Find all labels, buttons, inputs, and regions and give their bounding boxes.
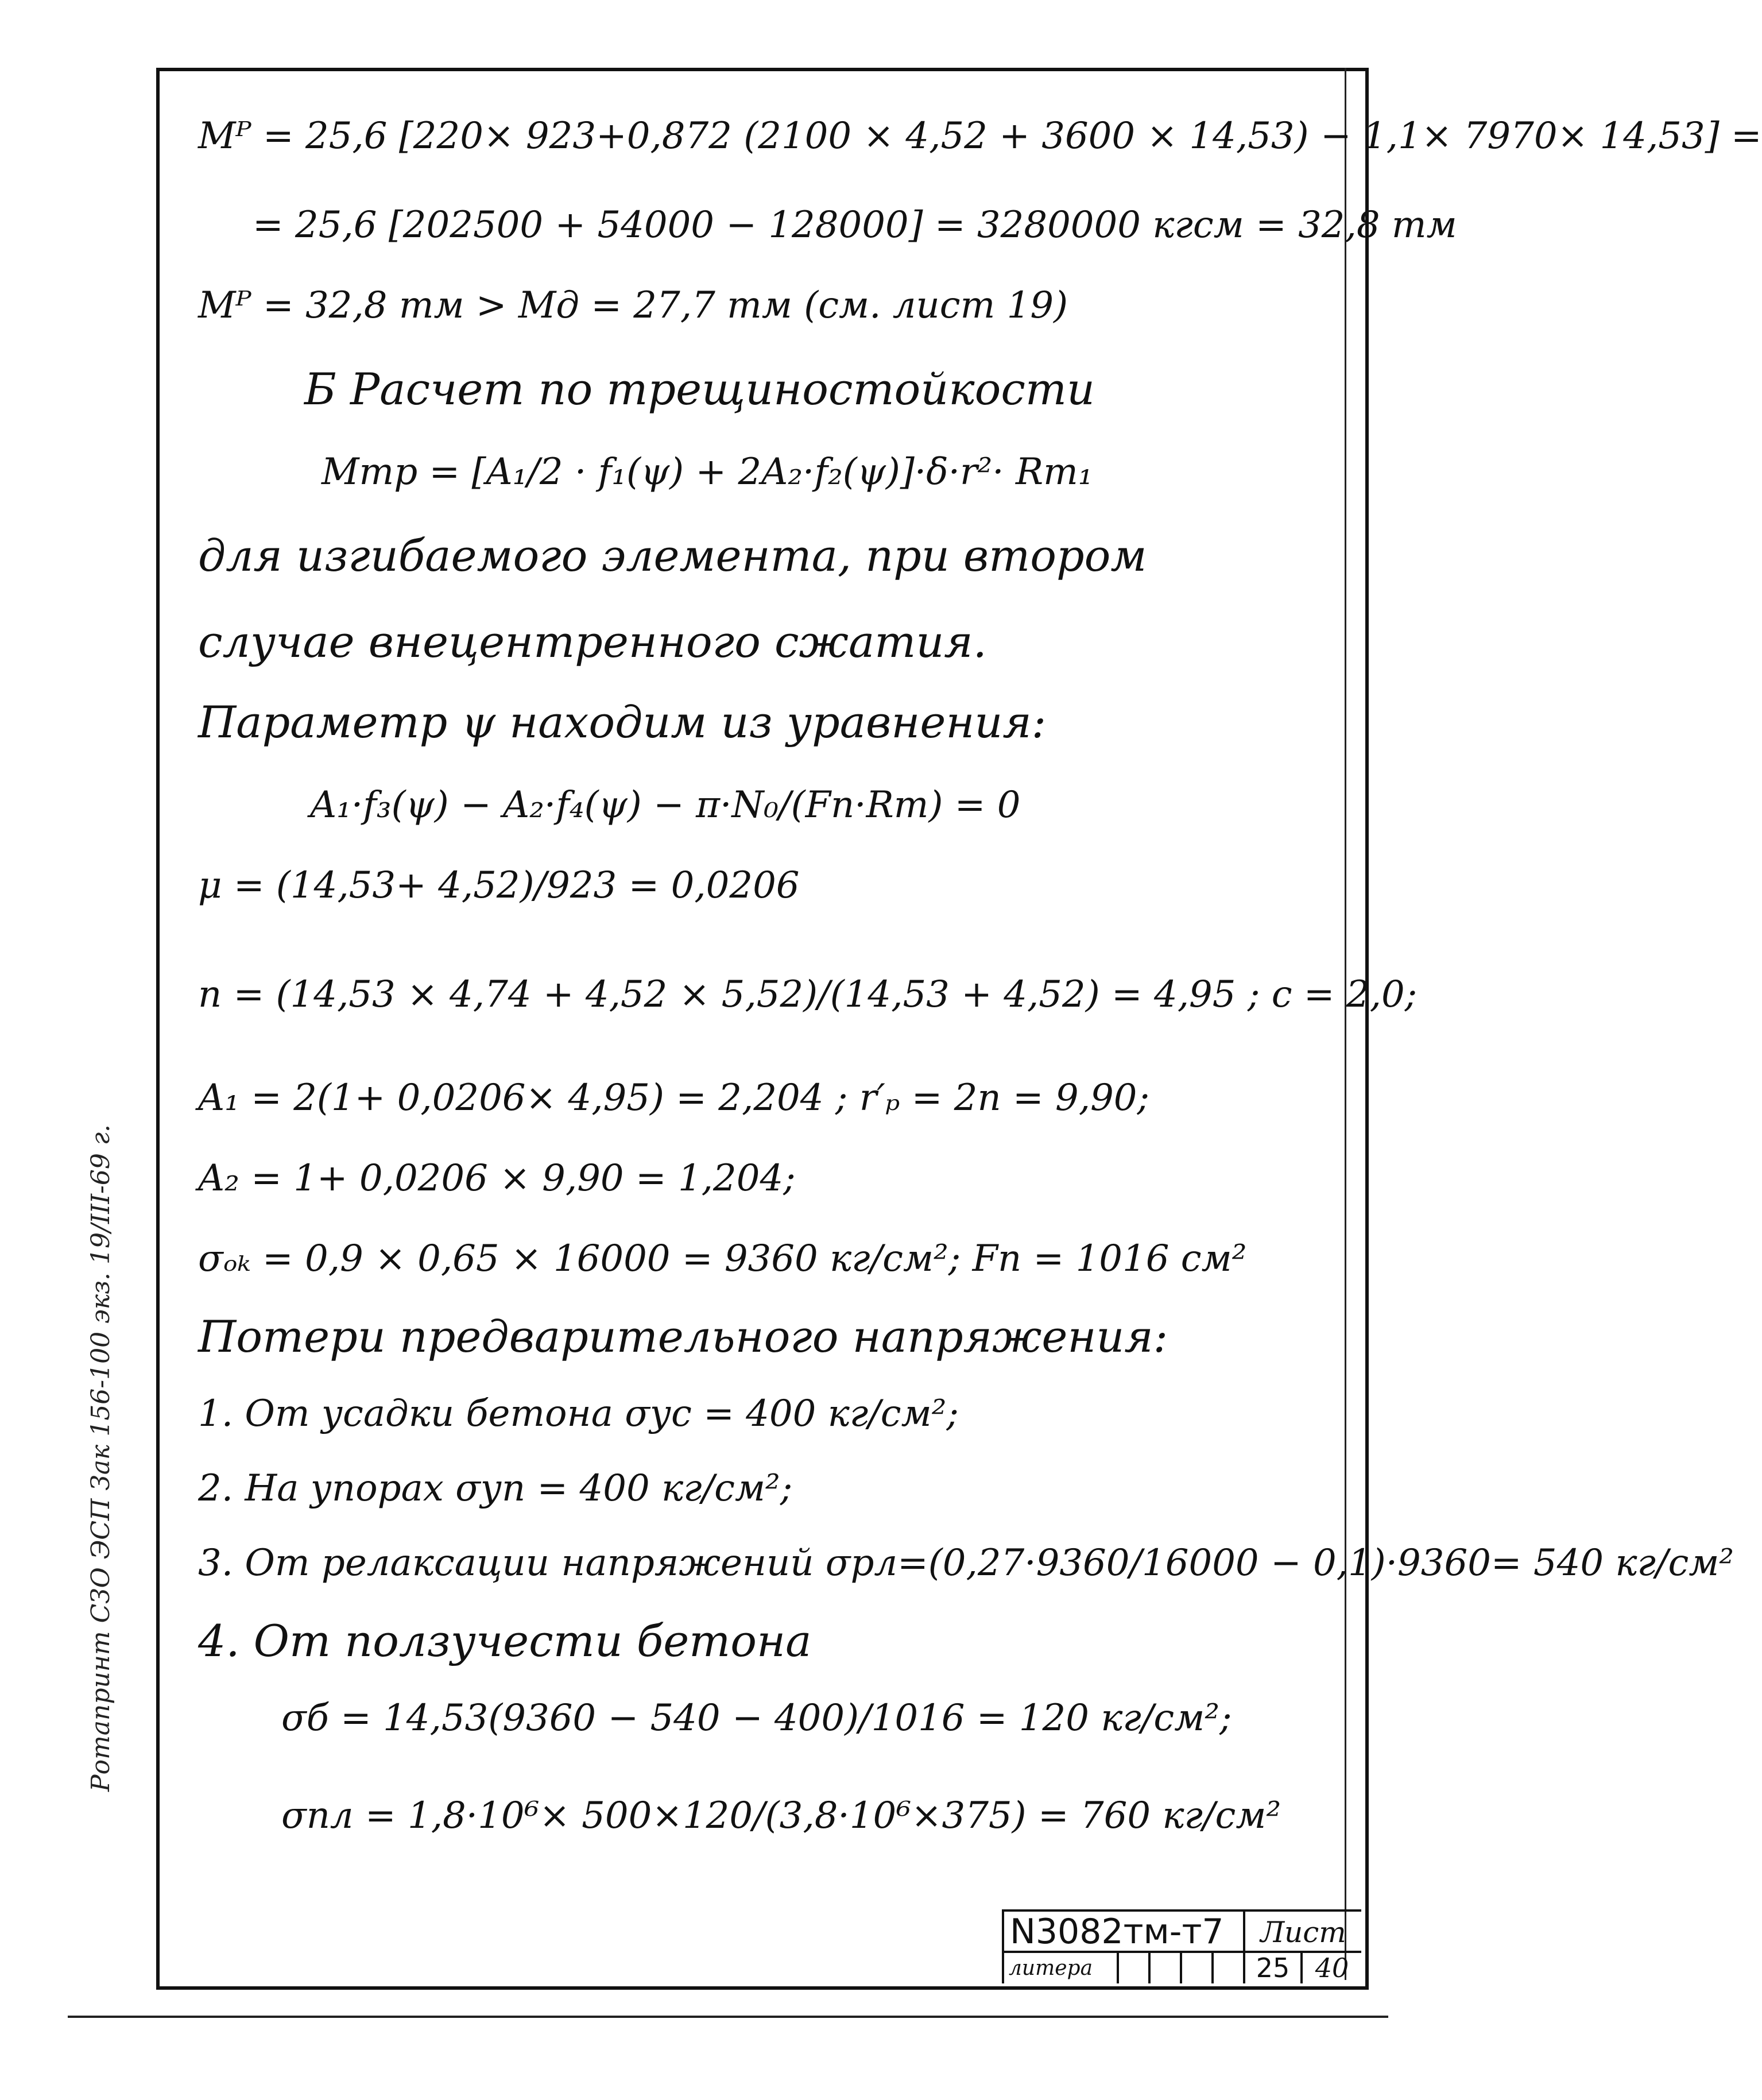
formula-mp-line-1: Mᴾ = 25,6 [220× 923+0,872 (2100 × 4,52 + 3600 × 14,53) − 1,1× 7970× 14,53] = [198,115,1762,157]
loss-4-creep: 4. От ползучести бетона [198,1615,812,1666]
formula-a1: A₁ = 2(1+ 0,0206× 4,95) = 2,204 ; r′ₚ = 2n = 9,90; [198,1077,1150,1119]
litera-cell [1214,1953,1245,1983]
formula-mp-line-2: = 25,6 [202500 + 54000 − 128000] = 3280000 кгсм = 32,8 тм [253,204,1457,246]
text-eccentric-compression: случае внецентренного сжатия. [198,616,987,667]
section-heading-crack-resistance: Б Расчет по трещиностойкости [304,363,1095,415]
litera-cell [1119,1953,1151,1983]
formula-a2: A₂ = 1+ 0,0206 × 9,90 = 1,204; [198,1157,796,1200]
text-parameter-psi: Параметр ψ находим из уравнения: [198,697,1047,748]
litera-label: литера [1004,1953,1119,1983]
loss-3-relaxation: 3. От релаксации напряжений σрл=(0,27·9360/16000 − 0,1)·9360= 540 кг/см² [198,1542,1734,1584]
title-block [1002,1909,1361,1983]
formula-mp-compare: Mᴾ = 32,8 тм > Mд = 27,7 тм (см. лист 19) [198,284,1068,327]
sheet-total: 40 [1315,1952,1349,1983]
litera-cell [1182,1953,1214,1983]
text-bending-element: для изгибаемого элемента, при втором [198,530,1147,581]
heading-prestress-losses: Потери предварительного напряжения: [198,1311,1168,1362]
document-code: N3082тм-т7 [1004,1912,1245,1953]
side-print-note: Ротапринт СЗО ЭСП Зак 156-100 экз. 19/III-69 г. [86,1124,115,1792]
sheet-number: 25 [1245,1953,1303,1983]
formula-n: n = (14,53 × 4,74 + 4,52 × 5,52)/(14,53 + 4,52) = 4,95 ; c = 2,0; [198,973,1418,1016]
sheet-label: Лист [1245,1912,1361,1953]
formula-sigma-ok: σₒₖ = 0,9 × 0,65 × 16000 = 9360 кг/см²; Fп = 1016 см² [198,1237,1247,1280]
formula-sigma-b: σб = 14,53(9360 − 540 − 400)/1016 = 120 кг/см²; [281,1697,1232,1739]
litera-cell [1151,1953,1182,1983]
loss-1-shrinkage: 1. От усадки бетона σус = 400 кг/см²; [198,1393,959,1435]
frame-inner-rule [1345,68,1346,1980]
bottom-trim-line [68,2016,1388,2018]
formula-mu: μ = (14,53+ 4,52)/923 = 0,0206 [198,864,800,907]
loss-2-anchors: 2. На упорах σуп = 400 кг/см²; [198,1467,793,1510]
formula-mtr: Mтр = [A₁/2 · f₁(ψ) + 2A₂·f₂(ψ)]·δ·r²· Rт₁ [322,451,1093,493]
formula-sigma-pl: σпл = 1,8·10⁶× 500×120/(3,8·10⁶×375) = 760 кг/см² [281,1795,1281,1837]
equation-psi: A₁·f₃(ψ) − A₂·f₄(ψ) − π·N₀/(Fп·Rт) = 0 [310,784,1021,826]
